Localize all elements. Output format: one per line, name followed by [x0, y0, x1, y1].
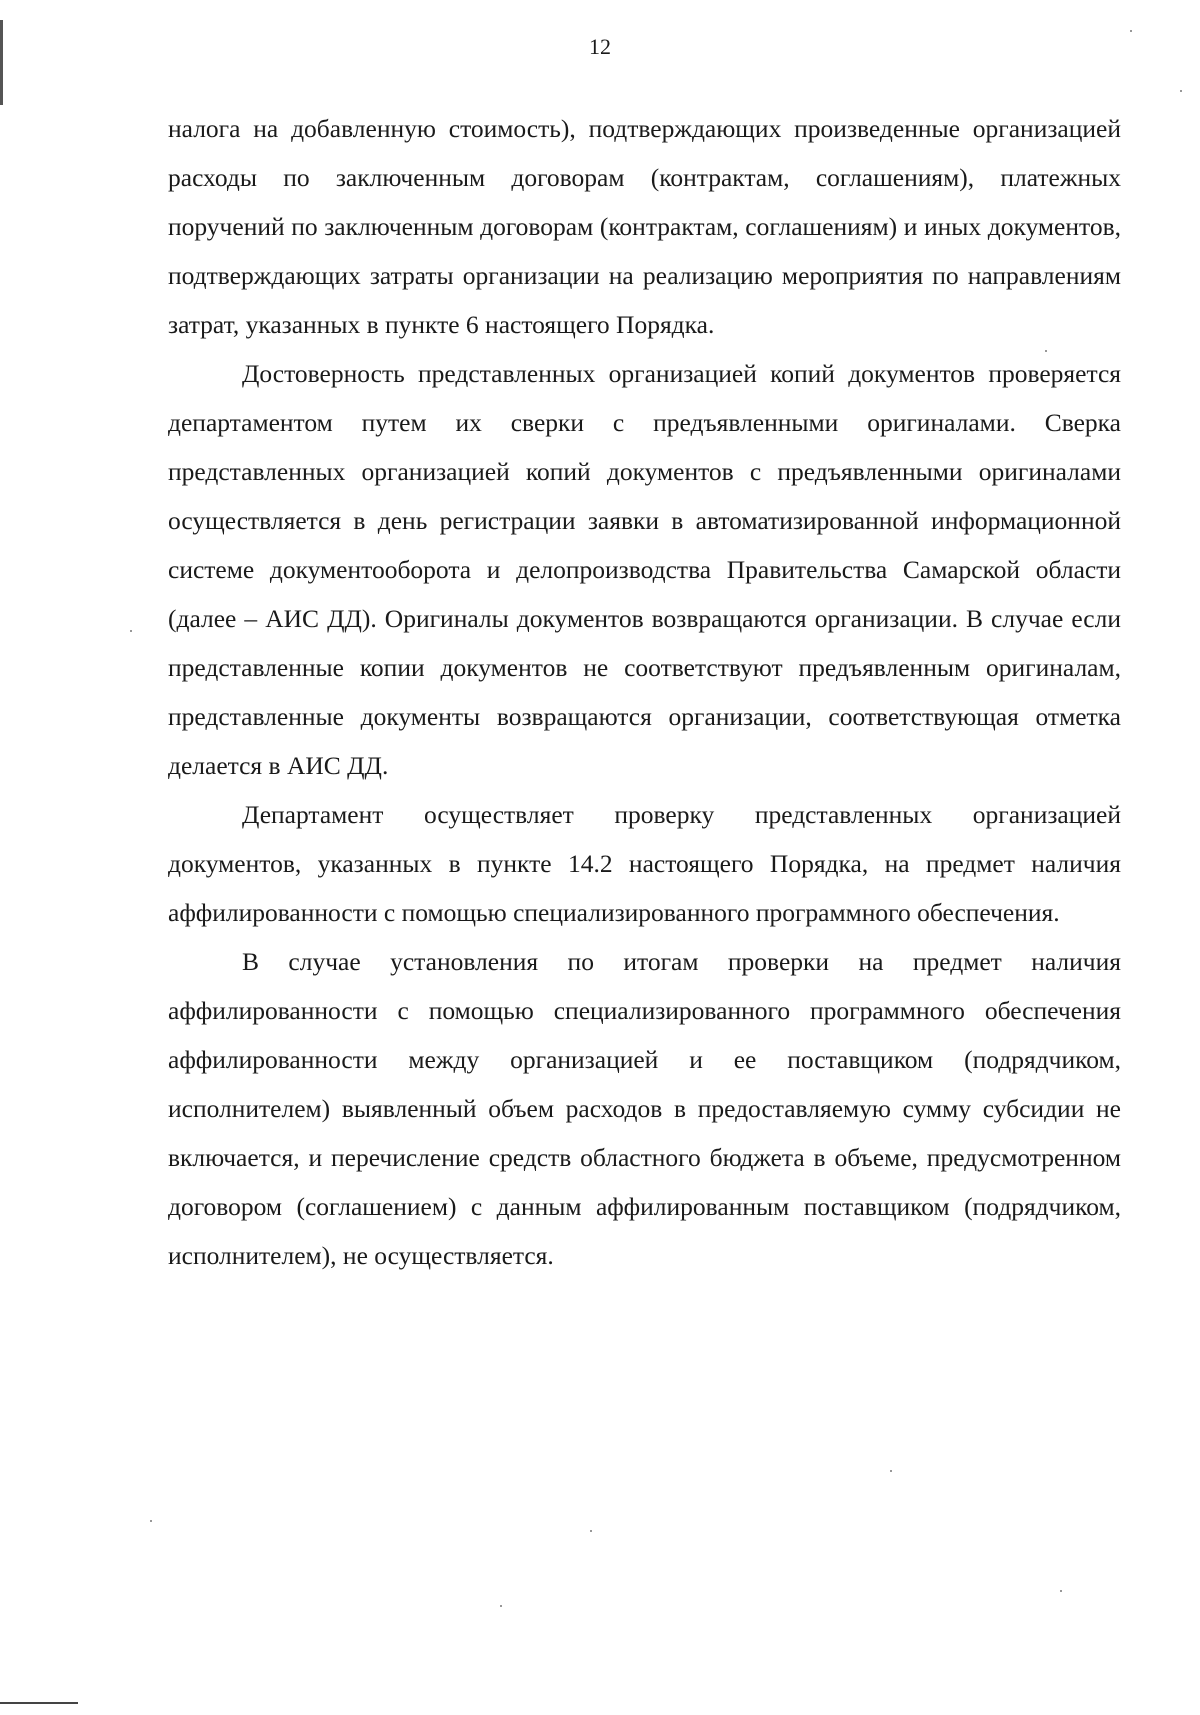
scan-speck — [150, 1520, 152, 1522]
page-number: 12 — [589, 34, 611, 59]
scan-speck — [1130, 30, 1132, 32]
scan-speck — [1060, 1590, 1062, 1592]
scan-speck — [590, 1530, 592, 1532]
scan-speck — [890, 1470, 892, 1472]
scan-bottom-mark — [0, 1702, 78, 1704]
paragraph-affiliation-consequence: В случае установления по итогам проверки на предмет наличия аффилированности с помощью специализированного программного обеспечения аффилированности между организацией и ее поставщиком (подрядчиком, исполнителем) выявленный объем расходов в предоставляемую сумму субсидии не включается, и перечисление средств областного бюджета в объеме, предусмотренном договором (соглашением) с данным аффилированным поставщиком (подрядчиком, исполнителем), не осуществляется. — [168, 947, 1121, 1270]
scan-speck — [500, 1605, 502, 1607]
scan-speck — [130, 630, 132, 632]
paragraph-authenticity-check: Достоверность представленных организацией копий документов проверяется департаментом путем их сверки с предъявленными оригиналами. Сверка представленных организацией копий документов с предъявленными оригиналами осуществляется в день регистрации заявки в автоматизированной информационной системе документооборота и делопроизводства Правительства Самарской области (далее – АИС ДД). Оригиналы документов возвращаются организации. В случае если представленные копии документов не соответствуют предъявленным оригиналам, представленные документы возвращаются организации, соответствующая отметка делается в АИС ДД. — [168, 359, 1121, 780]
scan-speck — [1180, 90, 1182, 92]
scan-edge-mark — [0, 20, 3, 105]
paragraph-continuation: налога на добавленную стоимость), подтверждающих произведенные организацией расходы по заключенным договорам (контрактам, соглашениям), платежных поручений по заключенным договорам (контрактам, соглашениям) и иных документов, подтверждающих затраты организации на реализацию мероприятия по направлениям затрат, указанных в пункте 6 настоящего Порядка. — [168, 114, 1121, 339]
scan-speck — [1045, 350, 1047, 352]
document-body — [168, 104, 1121, 1280]
paragraph-affiliation-check: Департамент осуществляет проверку представленных организацией документов, указанных в пункте 14.2 настоящего Порядка, на предмет наличия аффилированности с помощью специализированного программного обеспечения. — [168, 800, 1121, 927]
